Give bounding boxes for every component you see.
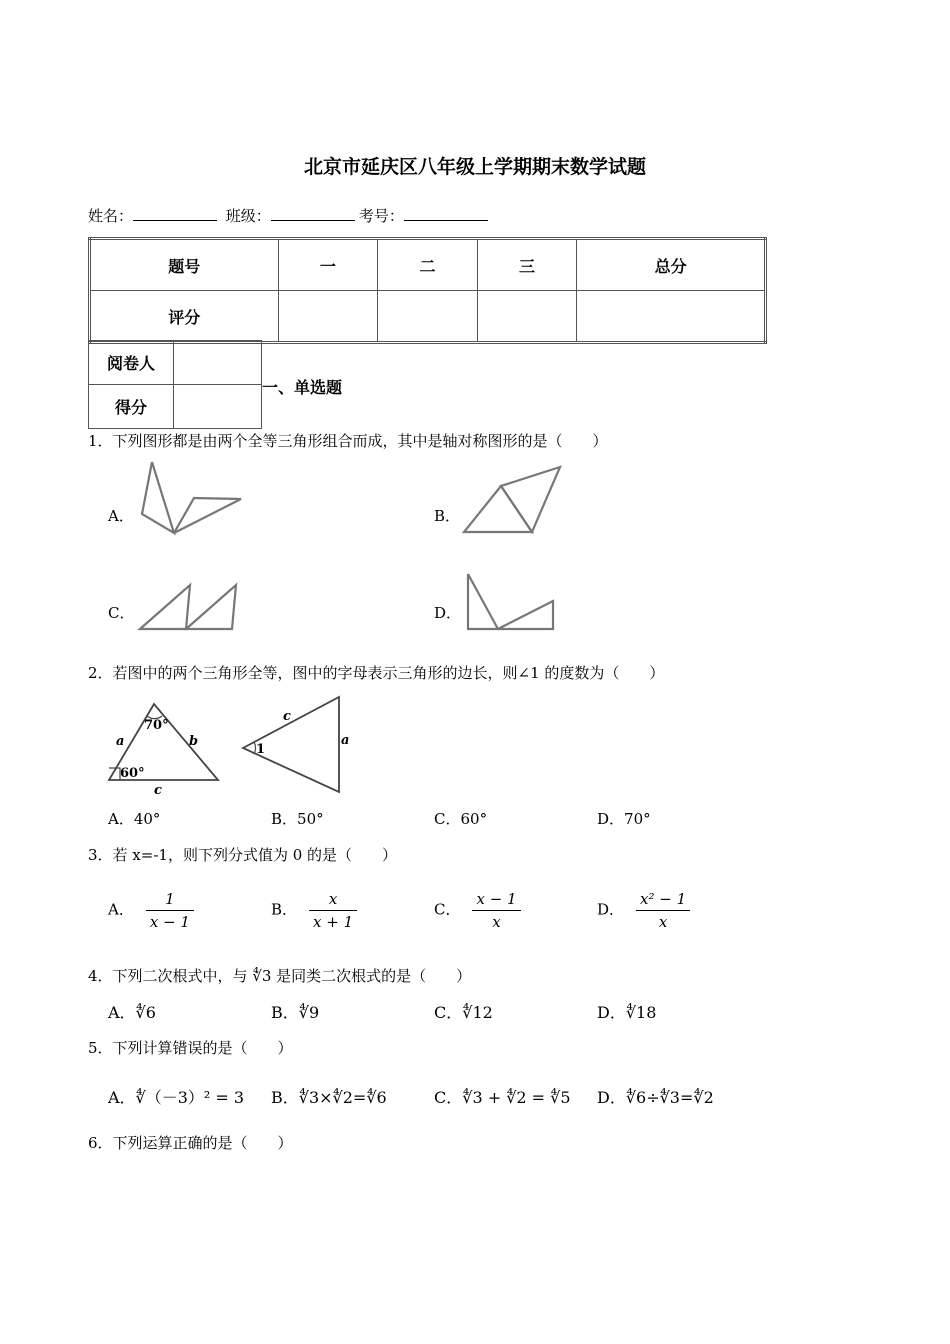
q5-option-d[interactable]: D．∜6÷∜3=∜2	[597, 1088, 714, 1107]
q3-option-d[interactable]	[597, 890, 690, 931]
q3-option-a-fraction	[146, 890, 194, 931]
q1-figure-d	[466, 572, 556, 632]
numerator: x − 1	[472, 890, 520, 911]
q1-option-d[interactable]: D．	[434, 604, 462, 622]
score-header-cell: 题号	[90, 239, 279, 291]
q2-label-a1: a	[116, 734, 125, 749]
q2-figure	[106, 700, 350, 798]
student-info-line	[88, 205, 492, 226]
number-label: 考号：	[358, 207, 404, 225]
grader-score-label: 得分	[89, 385, 174, 429]
number-blank[interactable]	[404, 206, 488, 221]
q2-option-c[interactable]: C．60°	[434, 810, 488, 828]
reviewer-cell[interactable]	[174, 341, 262, 385]
question-5-stem: 5．下列计算错误的是（ ）	[88, 1039, 293, 1057]
score-row-label: 评分	[90, 291, 279, 343]
denominator: x − 1	[149, 913, 190, 931]
q2-angle-1: 1	[256, 742, 266, 757]
page-title: 北京市延庆区八年级上学期期末数学试题	[303, 156, 646, 178]
numerator: 1	[146, 890, 194, 911]
q1-option-b[interactable]: B．	[434, 507, 461, 525]
numerator: x² − 1	[636, 890, 690, 911]
question-3-stem: 3．若 x=-1，则下列分式值为 0 的是（ ）	[88, 846, 398, 864]
question-6-stem: 6．下列运算正确的是（ ）	[88, 1134, 293, 1152]
score-header-cell: 一	[278, 239, 378, 291]
q1-option-c[interactable]: C．	[108, 604, 135, 622]
q5-option-b[interactable]: B．∜3×∜2=∜6	[271, 1088, 387, 1107]
denominator: x + 1	[313, 913, 354, 931]
score-table-score-row	[90, 291, 766, 343]
score-header-cell: 总分	[577, 239, 766, 291]
q3-option-d-label: D．	[597, 900, 625, 919]
q4-option-b[interactable]: B．∜9	[271, 1003, 320, 1022]
score-table	[88, 237, 767, 344]
q2-angle-70: 70°	[144, 718, 169, 733]
q4-option-a[interactable]: A．∜6	[108, 1003, 156, 1022]
grader-score-cell[interactable]	[174, 385, 262, 429]
q3-option-c-fraction	[472, 890, 520, 931]
class-label: 班级：	[225, 207, 271, 225]
q3-option-d-fraction	[636, 890, 690, 931]
q2-label-c2: c	[283, 709, 291, 724]
question-2-stem: 2．若图中的两个三角形全等，图中的字母表示三角形的边长，则∠1 的度数为（ ）	[88, 664, 665, 682]
name-blank[interactable]	[133, 206, 217, 221]
q4-option-d[interactable]: D．∜18	[597, 1003, 657, 1022]
q1-figure-a	[138, 462, 244, 536]
score-header-cell: 三	[477, 239, 577, 291]
score-header-cell: 二	[378, 239, 478, 291]
score-cell[interactable]	[278, 291, 378, 343]
reviewer-label: 阅卷人	[89, 341, 174, 385]
q2-label-c1: c	[154, 783, 162, 798]
grader-table	[88, 340, 262, 429]
section-heading: 一、单选题	[262, 378, 343, 397]
q2-option-a[interactable]: A．40°	[108, 810, 161, 828]
q3-option-b-fraction	[309, 890, 357, 931]
denominator: x	[658, 913, 668, 931]
q2-angle-60: 60°	[120, 766, 145, 781]
denominator: x	[492, 913, 501, 931]
numerator: x	[309, 890, 357, 911]
score-cell[interactable]	[378, 291, 478, 343]
q2-label-b: b	[189, 734, 199, 749]
q3-option-a[interactable]	[108, 890, 194, 931]
q3-option-b-label: B．	[271, 900, 298, 919]
q5-option-c[interactable]: C．∜3 + ∜2 = ∜5	[434, 1088, 571, 1107]
class-blank[interactable]	[271, 206, 355, 221]
question-1-stem: 1．下列图形都是由两个全等三角形组合而成，其中是轴对称图形的是（ ）	[88, 432, 608, 450]
q1-figure-b	[462, 465, 564, 535]
q3-option-b[interactable]	[271, 890, 357, 931]
score-cell[interactable]	[577, 291, 766, 343]
name-label: 姓名：	[88, 207, 134, 225]
score-cell[interactable]	[477, 291, 577, 343]
q4-option-c[interactable]: C．∜12	[434, 1003, 493, 1022]
q5-option-a[interactable]: A．∜（－3）² = 3	[108, 1088, 245, 1107]
q3-option-a-label: A．	[108, 900, 134, 919]
q3-option-c-label: C．	[434, 900, 461, 919]
q2-option-b[interactable]: B．50°	[271, 810, 324, 828]
question-4-stem: 4．下列二次根式中，与 ∜3 是同类二次根式的是（ ）	[88, 967, 472, 985]
q1-option-a[interactable]: A．	[108, 507, 134, 525]
q2-label-a2: a	[341, 733, 350, 748]
q3-option-c[interactable]	[434, 890, 521, 931]
q1-figure-c	[138, 583, 240, 633]
q2-option-d[interactable]: D．70°	[597, 810, 651, 828]
score-table-header-row	[90, 239, 766, 291]
